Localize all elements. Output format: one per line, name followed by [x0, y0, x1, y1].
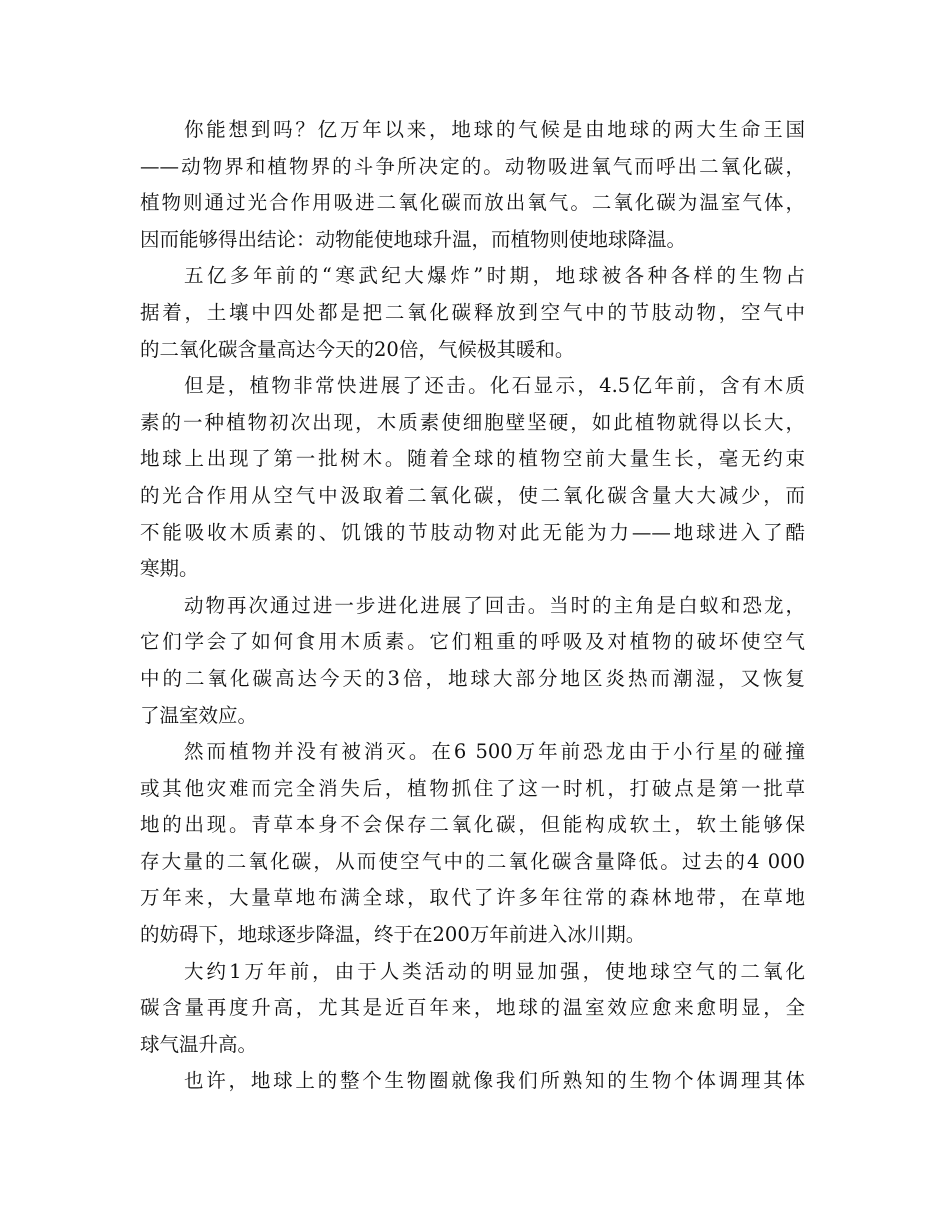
paragraph [140, 368, 805, 588]
text-line: 的二氧化碳含量高达今天的20倍，气候极其暖和。 [140, 337, 575, 361]
text-line: 球气温升高。 [140, 1032, 258, 1056]
text-line: 五亿多年前的“寒武纪大爆炸”时期，地球被各种各样的生物占 [184, 264, 805, 288]
text-line: 你能想到吗？亿万年以来，地球的气候是由地球的两大生命王国 [184, 118, 805, 141]
text-line: 不能吸收木质素的、饥饿的节肢动物对此无能为力——地球进入了酷 [140, 520, 805, 544]
text-line: 的妨碍下，地球逐步降温，终于在200万年前进入冰川期。 [140, 923, 646, 947]
text-line: 的光合作用从空气中汲取着二氧化碳，使二氧化碳含量大大减少，而 [140, 483, 805, 507]
text-line: 存大量的二氧化碳，从而使空气中的二氧化碳含量降低。过去的4 000 [140, 849, 805, 873]
text-line: 据着，土壤中四处都是把二氧化碳释放到空气中的节肢动物，空气中 [140, 300, 805, 324]
text-line: 寒期。 [140, 557, 199, 581]
text-line: 大约1万年前，由于人类活动的明显加强，使地球空气的二氧化 [184, 959, 805, 983]
article-body [140, 112, 805, 1100]
paragraph [140, 954, 805, 1064]
text-line: 也许，地球上的整个生物圈就像我们所熟知的生物个体调理其体 [184, 1069, 805, 1093]
text-line: 或其他灾难而完全消失后，植物抓住了这一时机，打破点是第一批草 [140, 776, 805, 800]
paragraph [140, 112, 805, 258]
text-line: 素的一种植物初次出现，木质素使细胞壁坚硬，如此植物就得以长大， [140, 410, 805, 434]
text-line: 了温室效应。 [140, 703, 258, 727]
text-line: 地的出现。青草本身不会保存二氧化碳，但能构成软土，软土能够保 [140, 813, 805, 837]
paragraph [140, 258, 805, 368]
text-line: 但是，植物非常快进展了还击。化石显示，4.5亿年前，含有木质 [184, 374, 805, 398]
text-line: 万年来，大量草地布满全球，取代了许多年往常的森林地带，在草地 [140, 886, 805, 910]
text-line: ——动物界和植物界的斗争所决定的。动物吸进氧气而呼出二氧化碳， [140, 154, 805, 178]
paragraph [140, 588, 805, 734]
text-line: 它们学会了如何食用木质素。它们粗重的呼吸及对植物的破坏使空气 [140, 630, 805, 654]
paragraph [140, 1063, 805, 1100]
text-line: 动物再次通过进一步进化进展了回击。当时的主角是白蚁和恐龙， [184, 593, 805, 617]
paragraph [140, 734, 805, 954]
text-line: 植物则通过光合作用吸进二氧化碳而放出氧气。二氧化碳为温室气体， [140, 191, 805, 215]
text-line: 碳含量再度升高，尤其是近百年来，地球的温室效应愈来愈明显，全 [140, 996, 805, 1020]
text-line: 因而能够得出结论：动物能使地球升温，而植物则使地球降温。 [140, 227, 687, 251]
text-line: 地球上出现了第一批树木。随着全球的植物空前大量生长，毫无约束 [140, 447, 805, 471]
text-line: 然而植物并没有被消灭。在6 500万年前恐龙由于小行星的碰撞 [184, 740, 805, 764]
text-line: 中的二氧化碳高达今天的3倍，地球大部分地区炎热而潮湿，又恢复 [140, 666, 805, 690]
